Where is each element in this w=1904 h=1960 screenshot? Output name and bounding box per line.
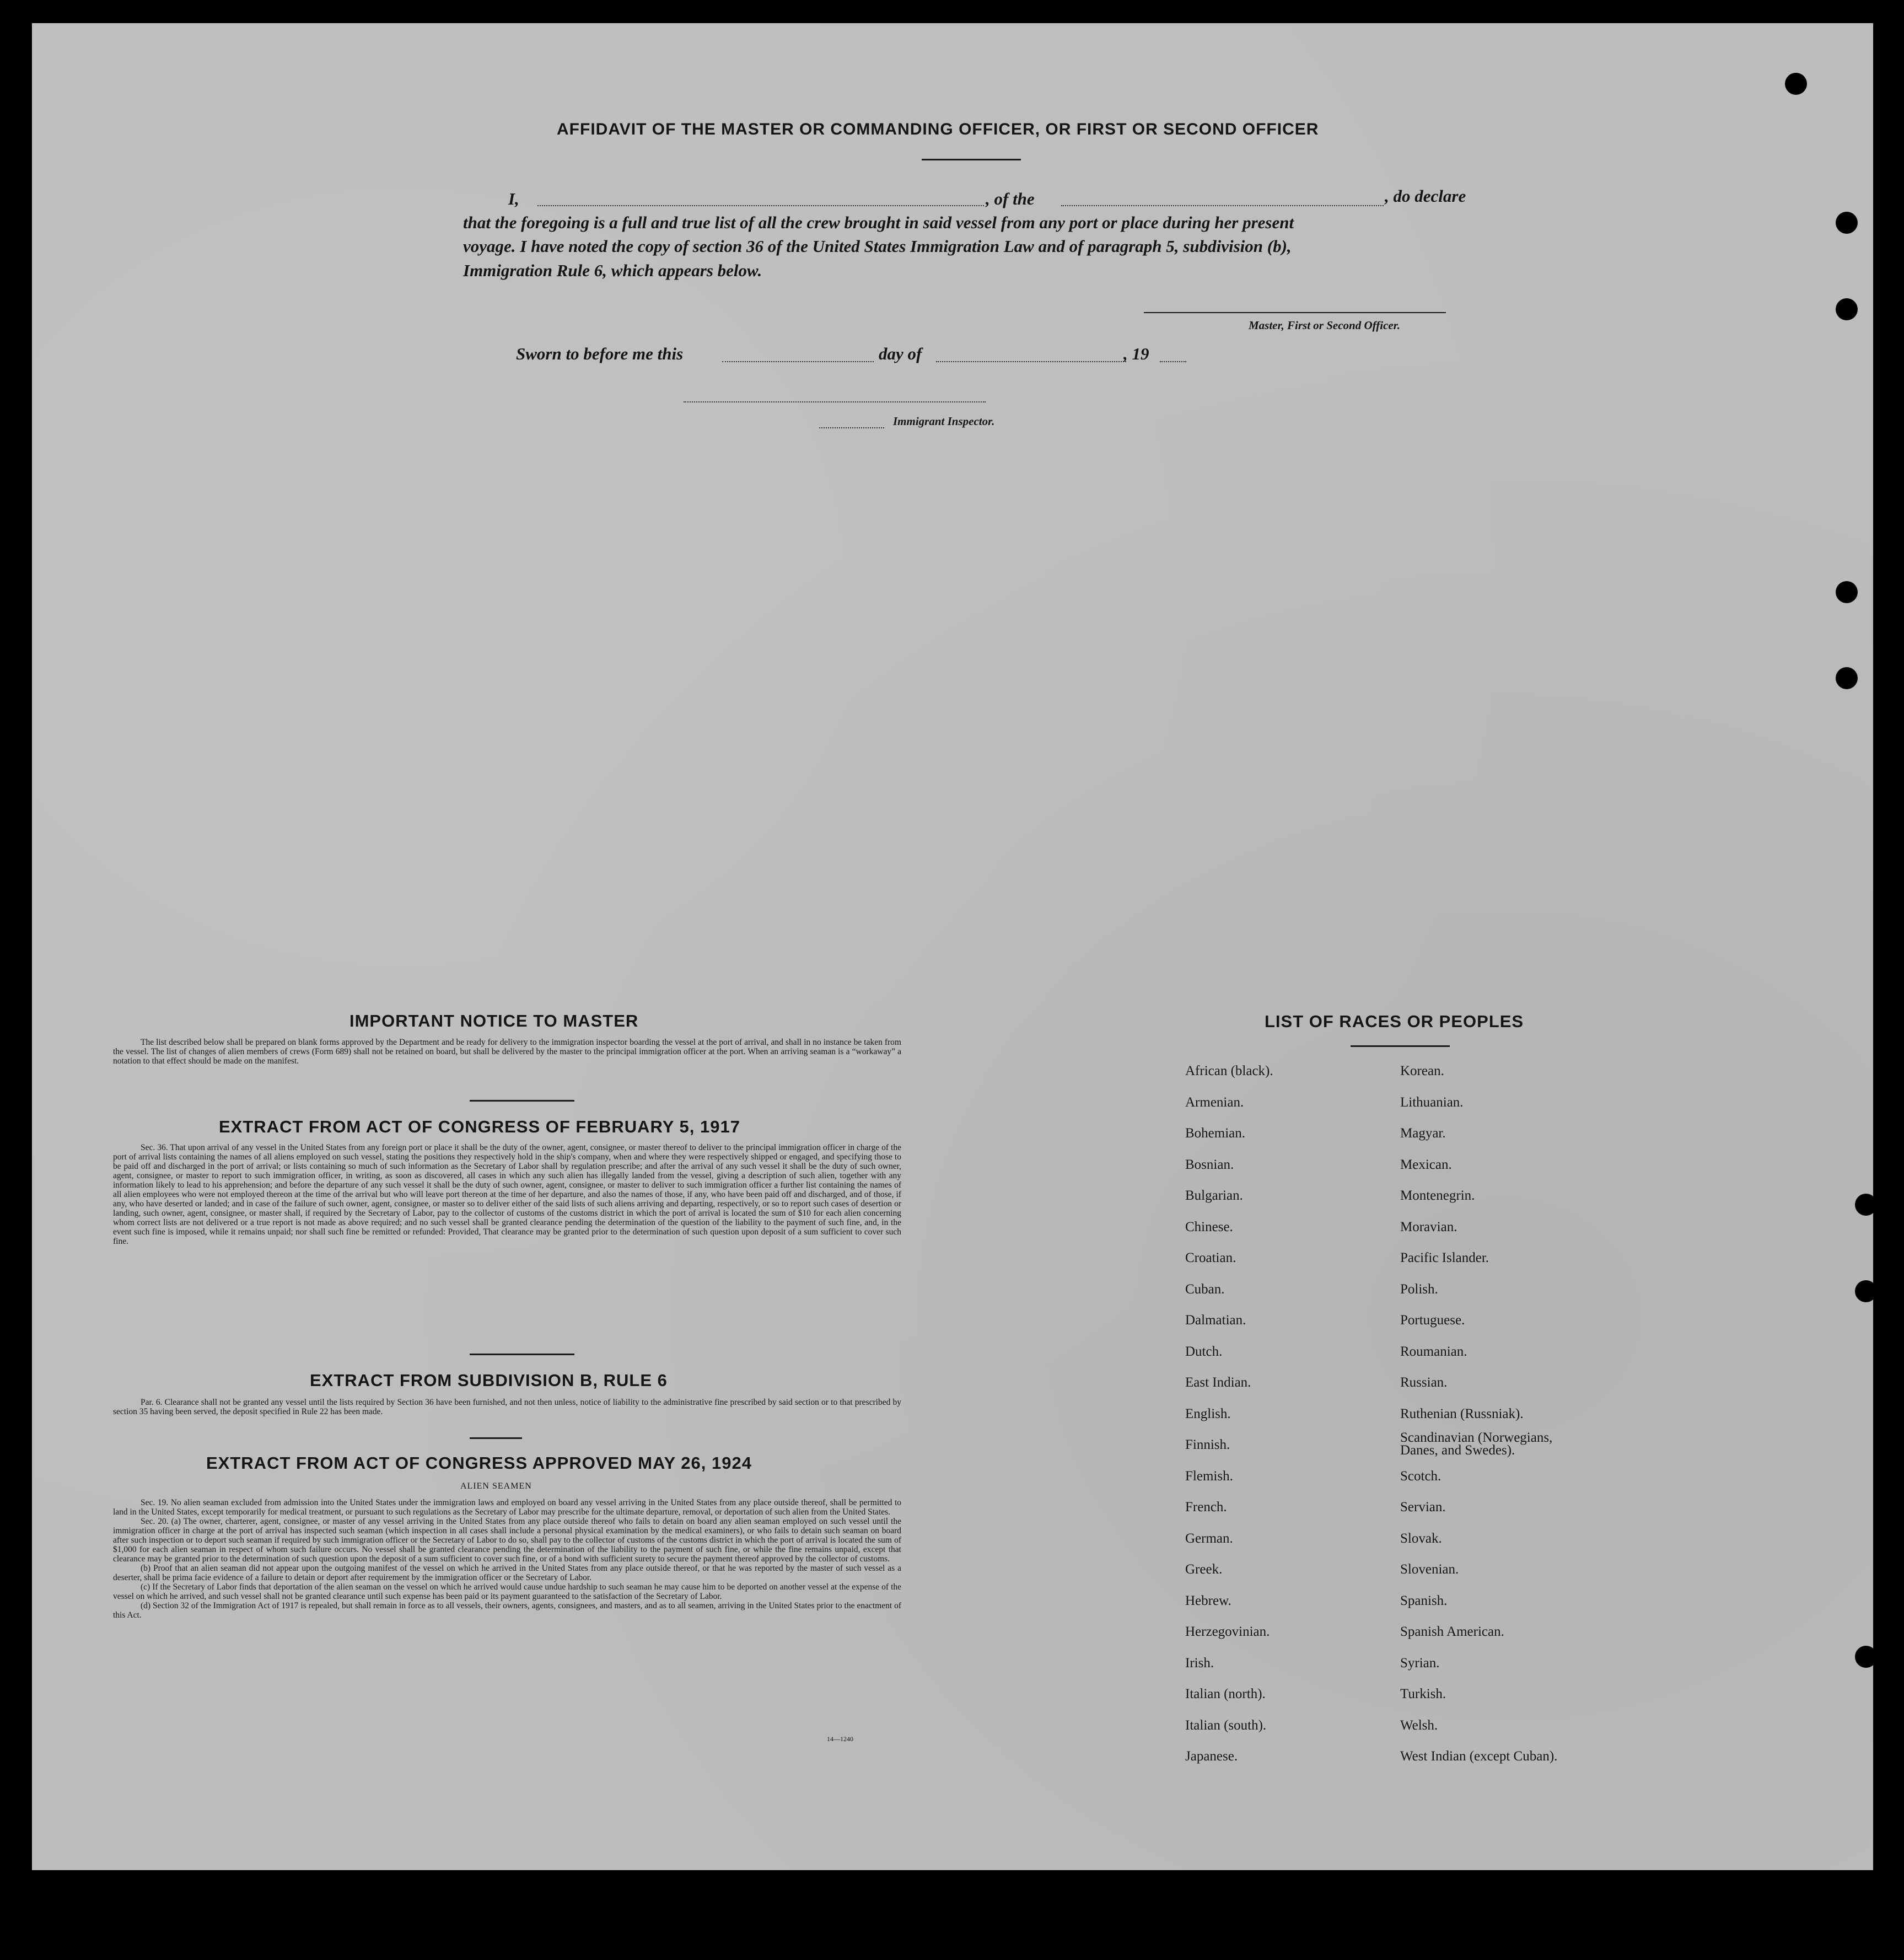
name-blank[interactable] [537, 205, 984, 206]
race-item: Croatian. [1185, 1250, 1236, 1265]
binder-hole [1836, 298, 1858, 320]
affidavit-line-2: that the foregoing is a full and true list of all the crew brought in said vessel from any port or place during her present [463, 213, 1294, 232]
section-divider [470, 1354, 574, 1355]
race-item: Irish. [1185, 1655, 1214, 1671]
inspector-name-blank[interactable] [819, 427, 884, 428]
race-item: Italian (south). [1185, 1717, 1267, 1733]
race-item: German. [1185, 1531, 1233, 1546]
par-6-paragraph: Par. 6. Clearance shall not be granted any vessel until the lists required by Section 36 have been furnished, and not then unless, notice of liability to the administrative fine prescribed by said section or to that prescribed by section 35 having been served, the deposit specified in Rule 22 has been made. [113, 1398, 901, 1416]
binder-hole [1855, 1194, 1877, 1216]
signature-line[interactable] [1144, 312, 1446, 313]
sec-36-paragraph: Sec. 36. That upon arrival of any vessel in the United States from any foreign port or place it shall be the duty of the owner, agent, consignee, or master thereof to deliver to the principal immigration officer in charge of the port of arrival lists containing the names of all aliens employed on such vessel, stating the positions they respectively hold in the ship's company, when and where they were respectively shipped or engaged, and specifying those to be paid off and discharged in the port of arrival; or lists containing so much of such information as the Secretary of Labor shall by regulation prescribe; and after the arrival of any such vessel it shall be the duty of such owner, agent, consignee, or master to report to such immigration officer, in writing, as soon as discovered, all cases in which any such alien has illegally landed from the vessel, giving a description of such alien, together with any information likely to lead to his apprehension; and before the departure of any such vessel it shall be the duty of such owner, agent, consignee, or master to deliver to such immigration officer a further list containing the names of all alien employees who were not employed thereon at the time of the arrival but who will leave port thereon at the time of her departure, and also the names of those, if any, who have been paid off and discharged, and of those, if any, who have deserted or landed; and in case of the failure of such owner, agent, consignee, or master so to deliver either of the said lists of such aliens arriving and departing, respectively, or so to report such cases of desertion or landing, such owner, agent, consignee, or master shall, if required by the Secretary of Labor, pay to the collector of customs of the customs district in which the port of arrival is located the sum of $10 for each alien concerning whom correct lists are not delivered or a true report is not made as above required; and no such vessel shall be granted clearance pending the determination of the question of the liability to the payment of such fine, and, in the event such fine is imposed, while it remains unpaid; nor shall such fine be remitted or refunded: Provided, That clearance may be granted prior to the determination of such question upon deposit of a sum sufficient to cover such fine. [113, 1143, 901, 1246]
form-number: 14—1240 [827, 1735, 853, 1743]
binder-hole [1855, 1646, 1877, 1668]
race-item: Magyar. [1400, 1126, 1446, 1141]
affidavit-line-3: voyage. I have noted the copy of section 36 of the United States Immigration Law and of paragraph 5, subdivision (b), [463, 237, 1292, 256]
notice-title: IMPORTANT NOTICE TO MASTER [349, 1011, 639, 1030]
race-item: Armenian. [1185, 1094, 1244, 1110]
race-item: English. [1185, 1406, 1231, 1421]
race-item: Servian. [1400, 1500, 1446, 1515]
affidavit-of-the: , of the [986, 189, 1035, 208]
binder-hole [1785, 73, 1807, 95]
section-divider [470, 1437, 522, 1439]
extract-1924-title: EXTRACT FROM ACT OF CONGRESS APPROVED MAY 26, 1924 [206, 1453, 752, 1473]
race-item: Welsh. [1400, 1717, 1438, 1733]
notice-paragraph: The list described below shall be prepared on blank forms approved by the Department and be ready for delivery to the immigration inspector boarding the vessel at the port of arrival, and shall in no instance be taken from the vessel. The list of changes of alien members of crews (Form 689) shall not be retained on board, but shall be delivered by the master to the principal immigration officer at the port. When an arriving seaman is a “workaway” a notation to that effect should be made on the manifest. [113, 1038, 901, 1066]
race-item: Ruthenian (Russniak). [1400, 1406, 1524, 1421]
title-rule [922, 159, 1021, 160]
race-item: Italian (north). [1185, 1687, 1266, 1701]
race-item: Greek. [1185, 1562, 1223, 1577]
binder-hole [1836, 667, 1858, 689]
races-title: LIST OF RACES OR PEOPLES [1265, 1012, 1524, 1031]
inspector-label: Immigrant Inspector. [893, 415, 995, 428]
race-item: East Indian. [1185, 1375, 1251, 1390]
race-item: Moravian. [1400, 1219, 1457, 1234]
extract-rule6-text [113, 1398, 901, 1416]
race-item: Flemish. [1185, 1468, 1233, 1484]
extract-1924-text [113, 1498, 901, 1620]
race-item: Spanish. [1400, 1593, 1448, 1608]
extract-1917-title: EXTRACT FROM ACT OF CONGRESS OF FEBRUARY 5, 1917 [219, 1117, 740, 1136]
binder-hole [1855, 1280, 1877, 1302]
race-item: Chinese. [1185, 1219, 1233, 1234]
sworn-day-blank[interactable] [722, 361, 874, 362]
race-item: Slovak. [1400, 1531, 1442, 1546]
race-item: Mexican. [1400, 1157, 1452, 1172]
sec-20a-paragraph: Sec. 20. (a) The owner, charterer, agent, consignee, or master of any vessel arriving in the United States from any place outside thereof who fails to detain on board any alien seaman employed on such vessel until the immigration officer in charge at the port of arrival has inspected such seaman (which inspection in all cases shall include a personal physical examination by the medical examiners), or who fails to detain such seaman on board after such inspection or to deport such seaman if required by such immigration officer or the Secretary of Labor to do so, shall pay to the collector of customs of the customs district in which the port of arrival is located the sum of $1,000 for each alien seaman in respect of whom such failure occurs. No vessel shall be granted clearance pending the determination of the liability to the payment of such fine, or while the fine remains unpaid, except that clearance may be granted prior to the determination of such question upon the deposit of a sum sufficient to cover such fine, or of a bond with sufficient surety to secure the payment thereof approved by the collector of customs. [113, 1517, 901, 1564]
race-item: Herzegovinian. [1185, 1624, 1270, 1639]
race-item: African (black). [1185, 1064, 1273, 1078]
affidavit-i: I, [508, 189, 519, 208]
sec-19-paragraph: Sec. 19. No alien seaman excluded from admission into the United States under the immigration laws and employed on board any vessel arriving in the United States from any place outside thereof, shall be permitted to land in the United States, except temporarily for medical treatment, or pursuant to such regulations as the Secretary of Labor may prescribe for the ultimate departure, removal, or deportation of such alien from the United States. [113, 1498, 901, 1517]
race-item: Portuguese. [1400, 1313, 1465, 1328]
alien-seamen-subtitle: ALIEN SEAMEN [460, 1481, 532, 1491]
vessel-blank[interactable] [1061, 205, 1384, 206]
race-item: Korean. [1400, 1064, 1444, 1078]
affidavit-declare: , do declare [1385, 186, 1466, 206]
races-title-rule [1351, 1045, 1450, 1047]
sec-20c-paragraph: (c) If the Secretary of Labor finds that deportation of the alien seaman on the vessel on which he arrived would cause undue hardship to such seaman he may cause him to be deported on another vessel at the expense of the vessel on which he arrived, and such vessel shall not be granted clearance until such expense has been paid or its payment guaranteed to the satisfaction of the Secretary of Labor. [113, 1582, 901, 1601]
notice-text [113, 1038, 901, 1066]
race-item: Syrian. [1400, 1655, 1440, 1671]
race-item: Roumanian. [1400, 1344, 1467, 1359]
sworn-month-blank[interactable] [936, 361, 1126, 362]
sec-20b-paragraph: (b) Proof that an alien seaman did not appear upon the outgoing manifest of the vessel on which he arrived in the United States from any place outside thereof, or that he was reported by the master of such vessel as a deserter, shall be prima facie evidence of a failure to detain or deport after requirement by the immigration officer or the Secretary of Labor. [113, 1564, 901, 1582]
inspector-signature-line[interactable] [684, 401, 986, 402]
race-item: Hebrew. [1185, 1593, 1231, 1608]
race-item: Pacific Islander. [1400, 1250, 1489, 1265]
race-item: Dalmatian. [1185, 1313, 1246, 1328]
race-item: Cuban. [1185, 1281, 1225, 1297]
race-item: Dutch. [1185, 1344, 1223, 1359]
race-item: Scotch. [1400, 1468, 1442, 1484]
race-item: Japanese. [1185, 1749, 1238, 1764]
sworn-year-blank[interactable] [1160, 361, 1186, 362]
race-item: Lithuanian. [1400, 1094, 1464, 1110]
extract-rule6-title: EXTRACT FROM SUBDIVISION B, RULE 6 [310, 1371, 668, 1390]
race-item: Bulgarian. [1185, 1188, 1243, 1203]
sworn-prefix: Sworn to before me this [516, 344, 684, 363]
race-item: West Indian (except Cuban). [1400, 1749, 1558, 1764]
race-item: French. [1185, 1500, 1227, 1515]
affidavit-line-4: Immigration Rule 6, which appears below. [463, 261, 762, 280]
signature-label: Master, First or Second Officer. [1249, 319, 1400, 332]
affidavit-title: AFFIDAVIT OF THE MASTER OR COMMANDING OFFICER, OR FIRST OR SECOND OFFICER [557, 120, 1319, 138]
race-item: Finnish. [1185, 1437, 1230, 1452]
extract-1917-text [113, 1143, 901, 1246]
race-item: Russian. [1400, 1375, 1448, 1390]
race-item: Scandinavian (Norwegians, Danes, and Swedes). [1400, 1430, 1553, 1458]
section-divider [470, 1100, 574, 1102]
sworn-day-of: day of [879, 344, 922, 363]
race-item: Bohemian. [1185, 1126, 1246, 1141]
sec-20d-paragraph: (d) Section 32 of the Immigration Act of 1917 is repealed, but shall remain in force as to all vessels, their owners, agents, consignees, and masters, and as to all seamen, arriving in the United States prior to the enactment of this Act. [113, 1601, 901, 1620]
binder-hole [1836, 212, 1858, 234]
race-item: Spanish American. [1400, 1624, 1504, 1639]
binder-hole [1836, 581, 1858, 603]
race-item: Slovenian. [1400, 1562, 1459, 1577]
race-item: Turkish. [1400, 1687, 1446, 1701]
sworn-year: , 19 [1123, 344, 1149, 363]
race-item: Bosnian. [1185, 1157, 1234, 1172]
race-item: Polish. [1400, 1281, 1438, 1297]
race-item: Montenegrin. [1400, 1188, 1475, 1203]
